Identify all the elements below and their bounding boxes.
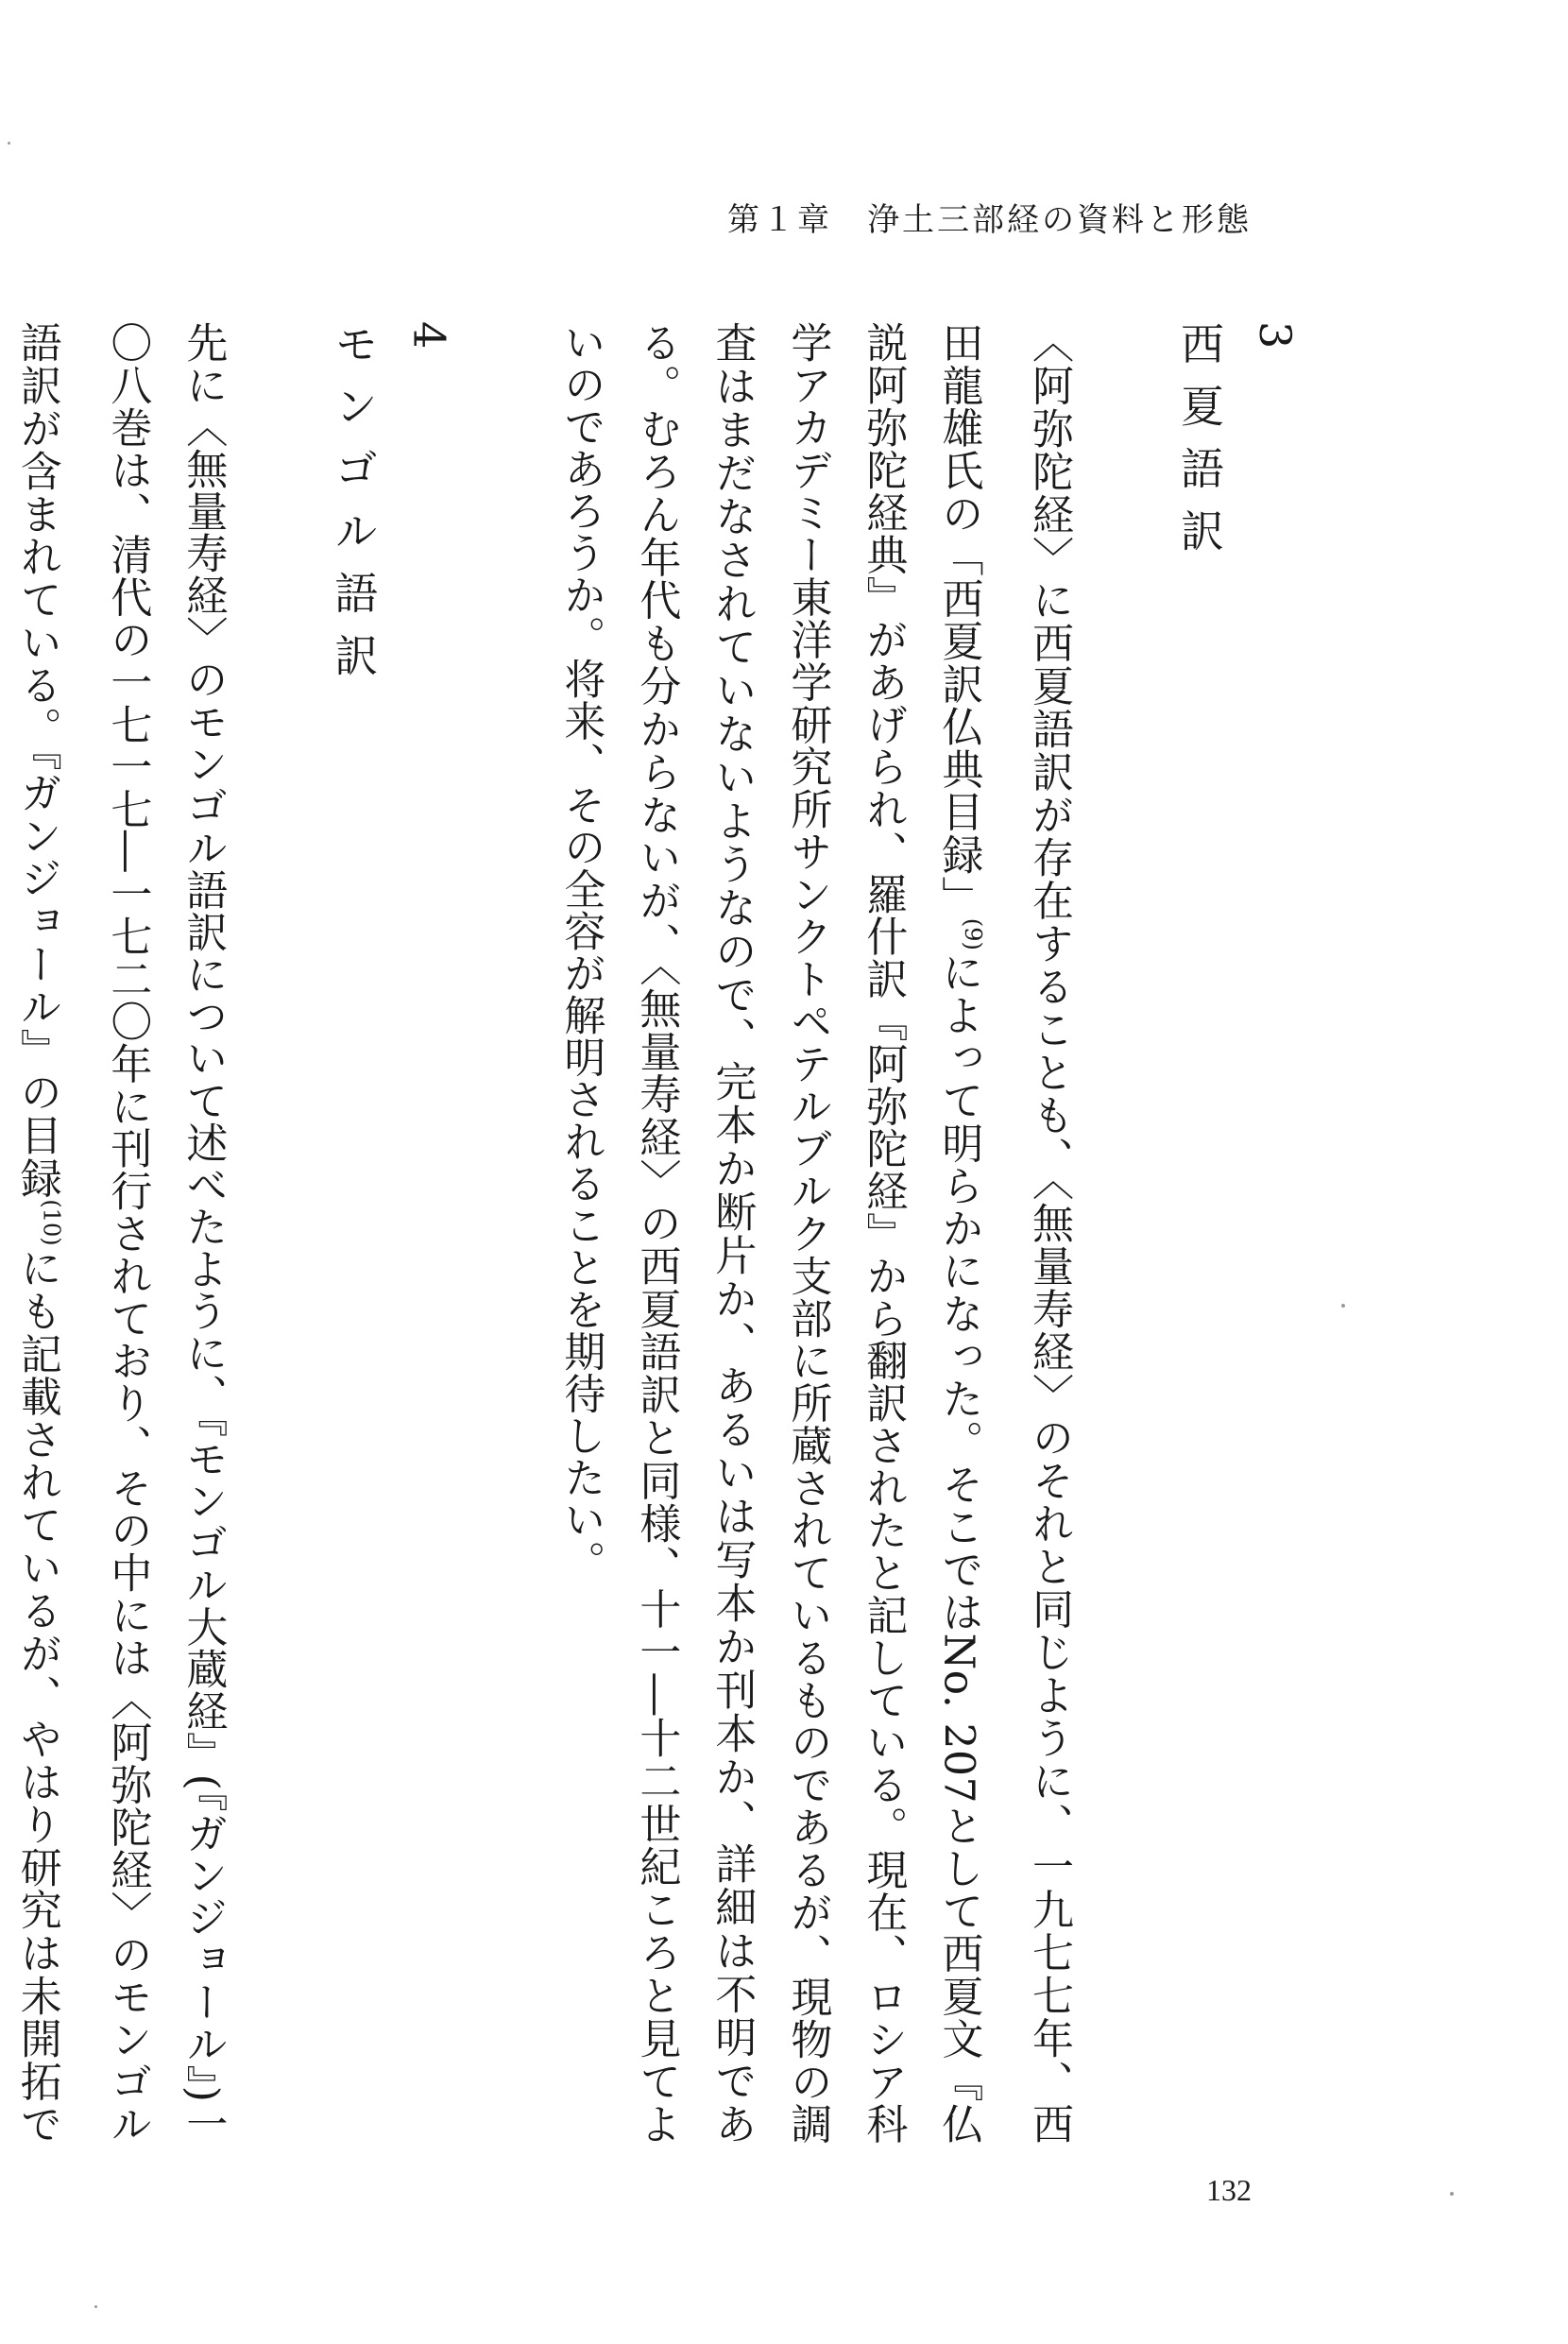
running-head: 第１章 浄土三部経の資料と形態	[727, 201, 1252, 239]
footnote-ref-10: (10)	[38, 1199, 65, 1246]
section-number: 4	[403, 321, 455, 368]
footnote-ref-9: (9)	[960, 917, 986, 950]
text-run: にも記載されているが、やはり研究は未開拓で	[12, 1245, 61, 2146]
scan-speck	[1450, 2192, 1454, 2196]
text-run: によって明らかになった。そこではNo. 207として西夏文『仏説阿弥陀経典』があげられ、羅什訳『阿弥陀経』から翻訳されたと記している。現在、ロシア科学アカデミー東洋学研究所サンクトペテルブルク支部に所蔵されているものであるが、現物の調査はまだなされていないようなので、完本か断片か、あるいは写本か刊本か、詳細は不明である。むろん年代も分からないが、〈無量寿経〉の西夏語訳と同様、十一―十二世紀ころと見てよいのであろうか。将来、その全容が解明されることを期待したい。	[556, 321, 983, 2146]
text-run: 先に〈無量寿経〉のモンゴル語訳について述べたように、『モンゴル大蔵経』(『ガンジョール』)一〇八巻は、清代の一七一七―一七二〇年に刊行されており、その中には〈阿弥陀経〉のモンゴル語訳が含まれている。『ガンジョール』の目録	[12, 321, 228, 2145]
vertical-body-text	[0, 321, 1313, 2145]
scan-speck	[8, 142, 10, 145]
section-title: 西夏語訳	[1174, 321, 1225, 571]
section-title: モンゴル語訳	[328, 321, 380, 695]
section-heading-3	[1162, 321, 1313, 2022]
scan-speck	[94, 2305, 97, 2308]
text-run: 〈阿弥陀経〉に西夏語訳が存在することも、〈無量寿経〉のそれと同じように、一九七七年、西田龍雄氏の「西夏訳仏典目録」	[934, 321, 1073, 2145]
section-number: 3	[1250, 321, 1301, 368]
page-number: 132	[1206, 2173, 1252, 2207]
section-heading-4	[315, 321, 467, 2022]
scan-speck	[1341, 1304, 1345, 1308]
paragraph-mongolian	[0, 321, 240, 2145]
paragraph-xixia	[542, 321, 1086, 2145]
